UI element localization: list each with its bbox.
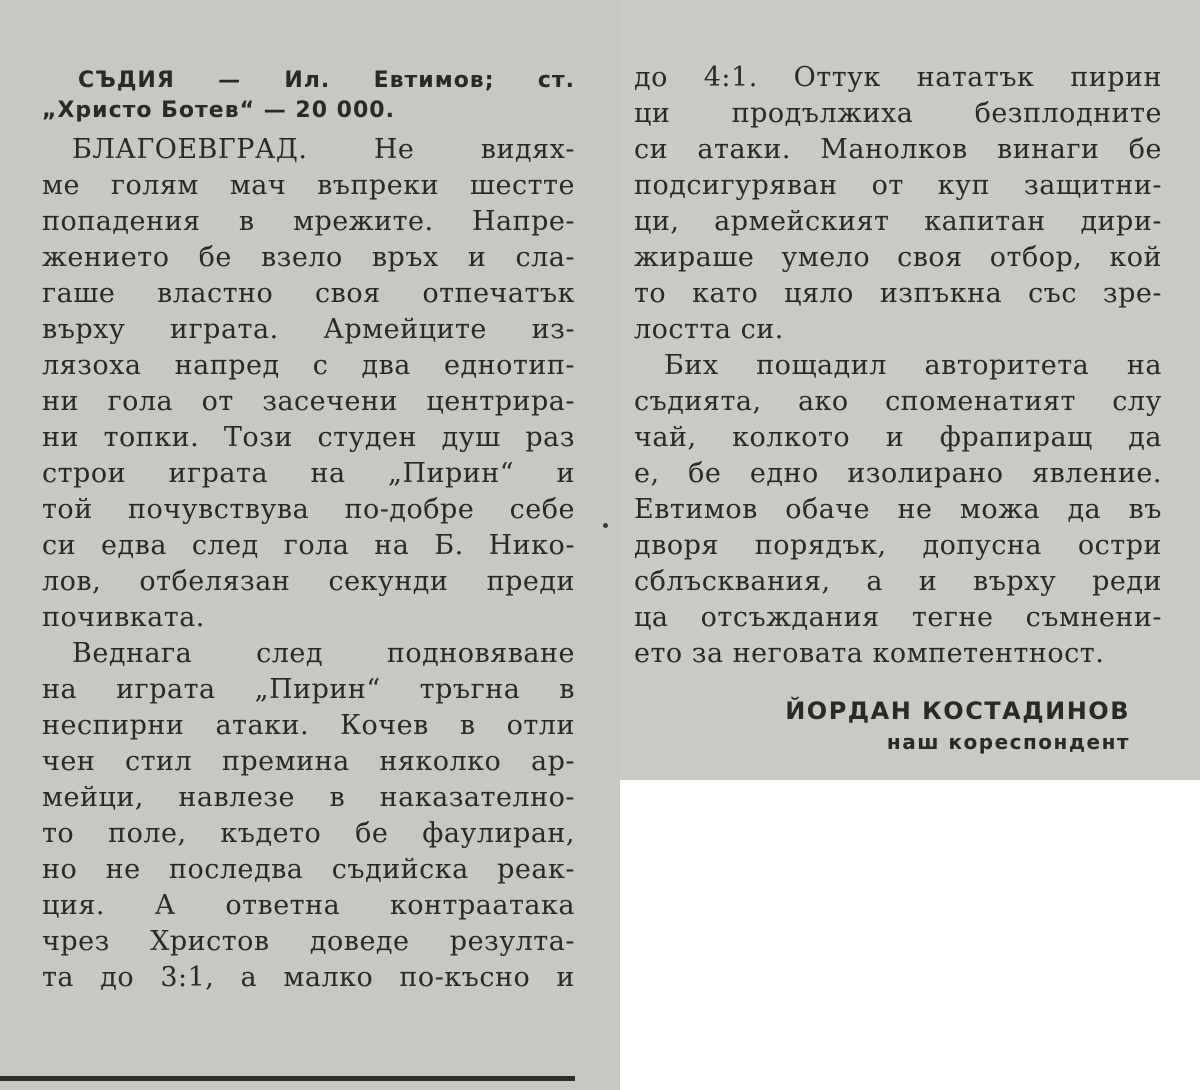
article-line: та до 3:1, а малко по-късно и xyxy=(42,962,575,993)
match-info-line-2: „Христо Ботев“ — 20 000. xyxy=(42,98,395,123)
match-info-line-1: СЪДИЯ — Ил. Евтимов; ст. xyxy=(78,68,575,93)
article-line: върху играта. Армейците из- xyxy=(42,314,575,345)
article-line: ни гола от засечени центрира- xyxy=(42,386,575,417)
author-role: наш кореспондент xyxy=(886,730,1130,754)
article-line: е, бе едно изолирано явление. xyxy=(634,458,1162,489)
article-line: Бих пощадил авторитета на xyxy=(664,350,1162,381)
article-line: чрез Христов доведе резулта- xyxy=(42,926,575,957)
article-line: лов, отбелязан секунди преди xyxy=(42,566,575,597)
bottom-rule xyxy=(0,1076,575,1081)
article-line: лязоха напред с два еднотип- xyxy=(42,350,575,381)
article-line: до 4:1. Оттук нататък пирин xyxy=(634,62,1162,93)
ink-dot xyxy=(603,523,608,528)
article-line: той почувствува по-добре себе xyxy=(42,494,575,525)
article-line: на играта „Пирин“ тръгна в xyxy=(42,674,575,705)
article-line: сблъсквания, а и върху реди xyxy=(634,566,1162,597)
article-line: строи играта на „Пирин“ и xyxy=(42,458,575,489)
article-line: ето за неговата компетентност. xyxy=(634,638,1105,669)
article-line: си атаки. Манолков винаги бе xyxy=(634,134,1162,165)
article-line: неспирни атаки. Кочев в отли xyxy=(42,710,575,741)
blank-area xyxy=(620,780,1200,1090)
article-line: ца отсъждания тегне съмнени- xyxy=(634,602,1162,633)
article-line: то като цяло изпъкна със зре- xyxy=(634,278,1162,309)
article-line: ме голям мач въпреки шестте xyxy=(42,170,575,201)
article-line: чен стил премина няколко ар- xyxy=(42,746,575,777)
left-text-column xyxy=(42,66,575,996)
article-line: но не последва съдийска реак- xyxy=(42,854,575,885)
article-line: си едва след гола на Б. Нико- xyxy=(42,530,575,561)
author-name: ЙОРДАН КОСТАДИНОВ xyxy=(785,697,1130,725)
article-line: Евтимов обаче не можа да въ xyxy=(634,494,1162,525)
article-line: ция. А ответна контраатака xyxy=(42,890,575,921)
right-text-column xyxy=(634,60,1162,672)
article-line: то поле, където бе фаулиран, xyxy=(42,818,575,849)
article-line: дворя порядък, допусна остри xyxy=(634,530,1162,561)
article-line: лостта си. xyxy=(634,314,784,345)
article-line: подсигуряван от куп защитни- xyxy=(634,170,1162,201)
article-line: ни топки. Този студен душ раз xyxy=(42,422,575,453)
article-line: съдията, ако споменатият слу xyxy=(634,386,1162,417)
article-line: мейци, навлезе в наказателно- xyxy=(42,782,575,813)
article-line: жението бе взело връх и сла- xyxy=(42,242,575,273)
article-line: попадения в мрежите. Напре- xyxy=(42,206,575,237)
article-line: чай, колкото и фрапиращ да xyxy=(634,422,1162,453)
article-line: Веднага след подновяване xyxy=(72,638,575,669)
article-line: жираше умело своя отбор, кой xyxy=(634,242,1162,273)
article-line: почивката. xyxy=(42,602,205,633)
article-line: БЛАГОЕВГРАД. Не видях- xyxy=(72,134,575,165)
article-line: ци, армейският капитан дири- xyxy=(634,206,1162,237)
article-line: ци продължиха безплодните xyxy=(634,98,1162,129)
article-line: гаше властно своя отпечатък xyxy=(42,278,575,309)
